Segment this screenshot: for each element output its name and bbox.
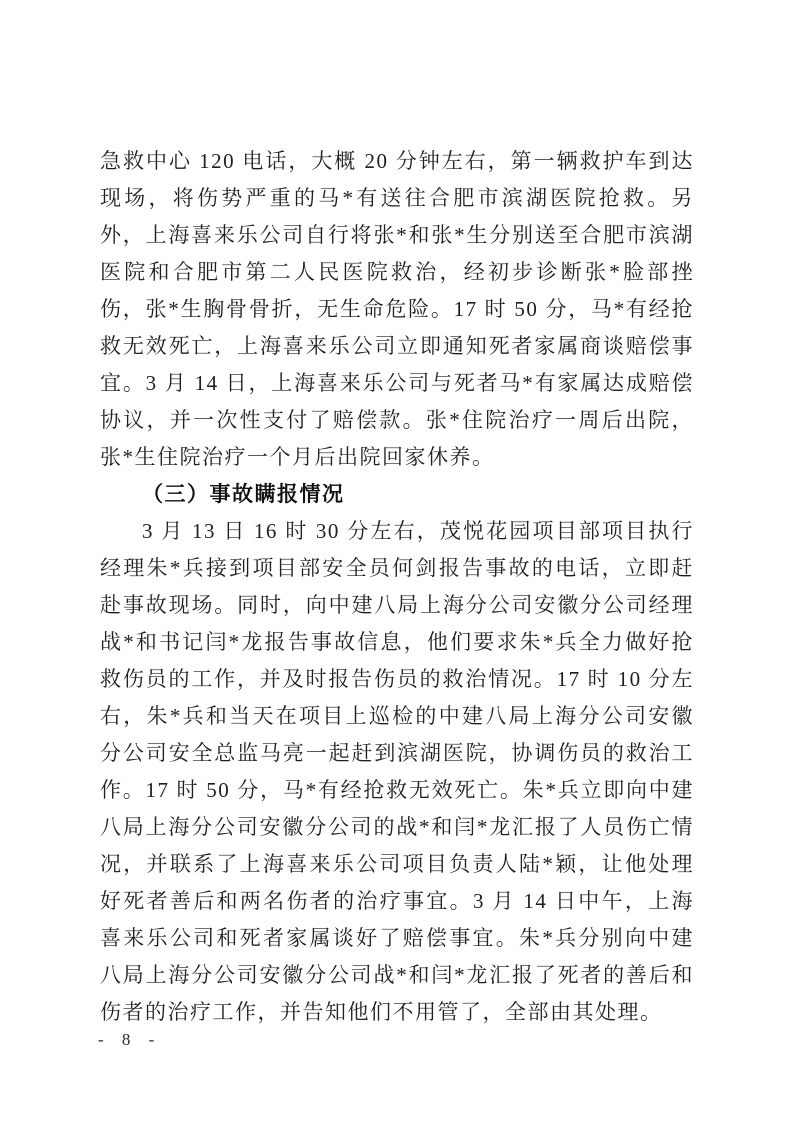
document-body (100, 143, 694, 1031)
paragraph-rescue-and-compensation: 急救中心 120 电话，大概 20 分钟左右，第一辆救护车到达现场，将伤势严重的马*有送往合肥市滨湖医院抢救。另外，上海喜来乐公司自行将张*和张*生分别送至合肥市滨湖医院和合肥市第二人民医院救治，经初步诊断张*脸部挫伤，张*生胸骨骨折，无生命危险。17 时 50 分，马*有经抢救无效死亡，上海喜来乐公司立即通知死者家属商谈赔偿事宜。3 月 14 日，上海喜来乐公司与死者马*有家属达成赔偿协议，并一次性支付了赔偿款。张*住院治疗一周后出院，张*生住院治疗一个月后出院回家休养。 (100, 149, 694, 469)
section-heading-concealment: （三）事故瞒报情况 (142, 482, 345, 506)
paragraph-concealment-details: 3 月 13 日 16 时 30 分左右，茂悦花园项目部项目执行经理朱*兵接到项目部安全员何剑报告事故的电话，立即赶赴事故现场。同时，向中建八局上海分公司安徽分公司经理战*和书记闫*龙报告事故信息，他们要求朱*兵全力做好抢救伤员的工作，并及时报告伤员的救治情况。17 时 10 分左右，朱*兵和当天在项目上巡检的中建八局上海分公司安徽分公司安全总监马亮一起赶到滨湖医院，协调伤员的救治工作。17 时 50 分，马*有经抢救无效死亡。朱*兵立即向中建八局上海分公司安徽分公司的战*和闫*龙汇报了人员伤亡情况，并联系了上海喜来乐公司项目负责人陆*颖，让他处理好死者善后和两名伤者的治疗事宜。3 月 14 日中午，上海喜来乐公司和死者家属谈好了赔偿事宜。朱*兵分别向中建八局上海分公司安徽分公司战*和闫*龙汇报了死者的善后和伤者的治疗工作，并告知他们不用管了，全部由其处理。 (100, 519, 694, 1024)
page-number: - 8 - (98, 1030, 162, 1049)
